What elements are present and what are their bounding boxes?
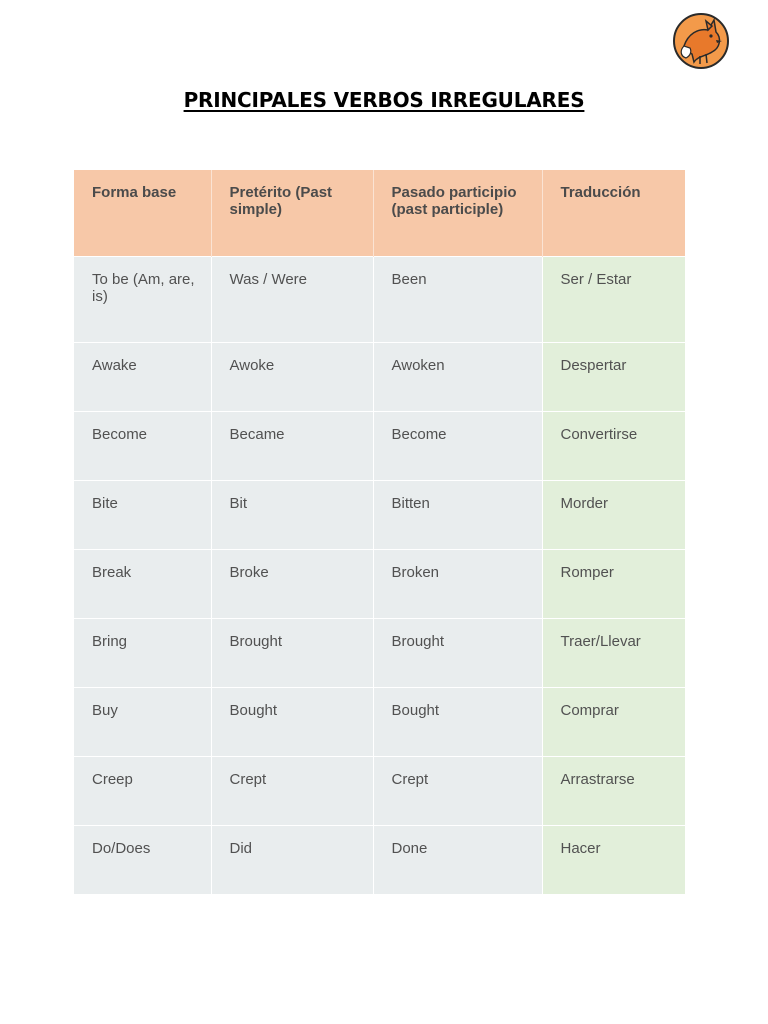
cell-base-form: Buy [74,687,211,756]
cell-base-form: Creep [74,756,211,825]
header-past-simple: Pretérito (Past simple) [211,170,373,256]
table-header-row [74,170,685,256]
cell-past-participle: Crept [373,756,542,825]
cell-translation: Hacer [542,825,685,894]
cell-past-participle: Broken [373,549,542,618]
page-title: PRINCIPALES VERBOS IRREGULARES [183,88,585,112]
cell-translation: Convertirse [542,411,685,480]
header-past-participle: Pasado participio (past participle) [373,170,542,256]
cell-past-participle: Awoken [373,342,542,411]
cell-base-form: Become [74,411,211,480]
table-row [74,411,685,480]
fox-logo-icon [670,12,732,70]
cell-past-simple: Awoke [211,342,373,411]
cell-base-form: Bite [74,480,211,549]
cell-past-participle: Become [373,411,542,480]
table-row [74,825,685,894]
cell-base-form: Do/Does [74,825,211,894]
cell-translation: Ser / Estar [542,256,685,342]
cell-base-form: Awake [74,342,211,411]
cell-base-form: To be (Am, are, is) [74,256,211,342]
table-row [74,256,685,342]
cell-past-simple: Became [211,411,373,480]
cell-translation: Despertar [542,342,685,411]
verb-table [74,170,685,894]
cell-past-simple: Crept [211,756,373,825]
cell-base-form: Break [74,549,211,618]
cell-past-participle: Brought [373,618,542,687]
cell-translation: Comprar [542,687,685,756]
cell-past-participle: Bitten [373,480,542,549]
header-translation: Traducción [542,170,685,256]
table-row [74,687,685,756]
cell-past-participle: Done [373,825,542,894]
table-row [74,756,685,825]
table-row [74,342,685,411]
table-row [74,480,685,549]
header-base-form: Forma base [74,170,211,256]
cell-past-simple: Did [211,825,373,894]
cell-translation: Traer/Llevar [542,618,685,687]
table-row [74,549,685,618]
cell-translation: Arrastrarse [542,756,685,825]
cell-past-simple: Was / Were [211,256,373,342]
cell-translation: Morder [542,480,685,549]
table-row [74,618,685,687]
cell-past-participle: Bought [373,687,542,756]
cell-past-simple: Bit [211,480,373,549]
cell-past-simple: Bought [211,687,373,756]
cell-past-simple: Broke [211,549,373,618]
cell-past-simple: Brought [211,618,373,687]
cell-past-participle: Been [373,256,542,342]
cell-base-form: Bring [74,618,211,687]
cell-translation: Romper [542,549,685,618]
